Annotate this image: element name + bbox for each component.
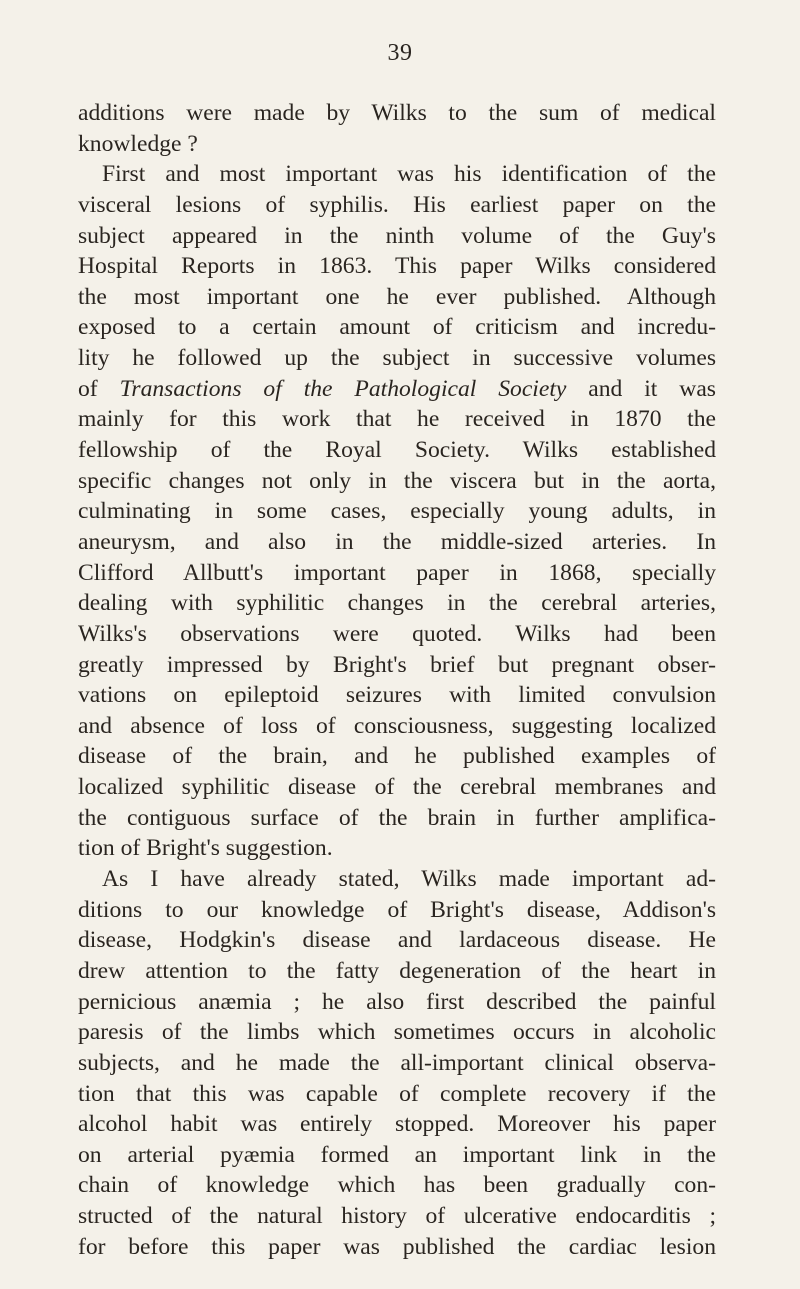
- text-line: on arterial pyæmia formed an important link in the: [78, 1141, 716, 1168]
- text-line: As I have already stated, Wilks made important ad-: [102, 866, 716, 893]
- text-line: for before this paper was published the cardiac lesion: [78, 1233, 716, 1260]
- text-line: culminating in some cases, especially young adults, in: [78, 498, 716, 525]
- text-line: [78, 374, 716, 405]
- text-line: Wilks's observations were quoted. Wilks had been: [78, 620, 716, 647]
- text-line: chain of knowledge which has been gradually con-: [78, 1172, 716, 1199]
- text-line: the most important one he ever published. Although: [78, 283, 716, 310]
- text-line: tion that this was capable of complete recovery if the: [78, 1080, 716, 1107]
- text-line: Hospital Reports in 1863. This paper Wilks considered: [78, 253, 716, 280]
- text-line: structed of the natural history of ulcerative endocarditis ;: [78, 1203, 716, 1230]
- text-line: greatly impressed by Bright's brief but pregnant obser-: [78, 651, 716, 678]
- text-line: visceral lesions of syphilis. His earliest paper on the: [78, 191, 716, 218]
- text-line: aneurysm, and also in the middle-sized arteries. In: [78, 528, 716, 555]
- text-line: disease, Hodgkin's disease and lardaceous disease. He: [78, 927, 716, 954]
- text-line: drew attention to the fatty degeneration of the heart in: [78, 957, 716, 984]
- text-line: First and most important was his identification of the: [102, 161, 716, 188]
- text-line: Clifford Allbutt's important paper in 1868, specially: [78, 559, 716, 586]
- text-line: specific changes not only in the viscera but in the aorta,: [78, 467, 716, 494]
- body-text: [78, 98, 716, 1262]
- text-line: knowledge ?: [78, 130, 198, 157]
- text-line: tion of Bright's suggestion.: [78, 835, 333, 862]
- text-line: dealing with syphilitic changes in the cerebral arteries,: [78, 590, 716, 617]
- text-line: localized syphilitic disease of the cerebral membranes and: [78, 774, 716, 801]
- text-line: lity he followed up the subject in successive volumes: [78, 345, 716, 372]
- text-line: vations on epileptoid seizures with limited convulsion: [78, 682, 716, 709]
- text-line: the contiguous surface of the brain in further amplifica-: [78, 804, 716, 831]
- text-line: fellowship of the Royal Society. Wilks established: [78, 437, 716, 464]
- journal-title: Transactions of the Pathological Society: [119, 375, 567, 402]
- text-line: ditions to our knowledge of Bright's disease, Addison's: [78, 896, 716, 923]
- text-line: pernicious anæmia ; he also first described the painful: [78, 988, 716, 1015]
- text-line: paresis of the limbs which sometimes occurs in alcoholic: [78, 1019, 716, 1046]
- text-line: additions were made by Wilks to the sum of medical: [78, 100, 716, 126]
- text-line: disease of the brain, and he published examples of: [78, 743, 716, 770]
- text-line: subject appeared in the ninth volume of the Guy's: [78, 222, 716, 249]
- text-line: subjects, and he made the all-important clinical observa-: [78, 1049, 716, 1076]
- text-segment: and it was: [566, 375, 716, 402]
- text-segment: of: [78, 375, 120, 402]
- text-line: mainly for this work that he received in 1870 the: [78, 406, 716, 433]
- text-line: alcohol habit was entirely stopped. Moreover his paper: [78, 1111, 716, 1138]
- page-number: 39: [387, 40, 413, 66]
- text-line: and absence of loss of consciousness, suggesting localized: [78, 712, 716, 739]
- text-line: exposed to a certain amount of criticism and incredu-: [78, 314, 716, 341]
